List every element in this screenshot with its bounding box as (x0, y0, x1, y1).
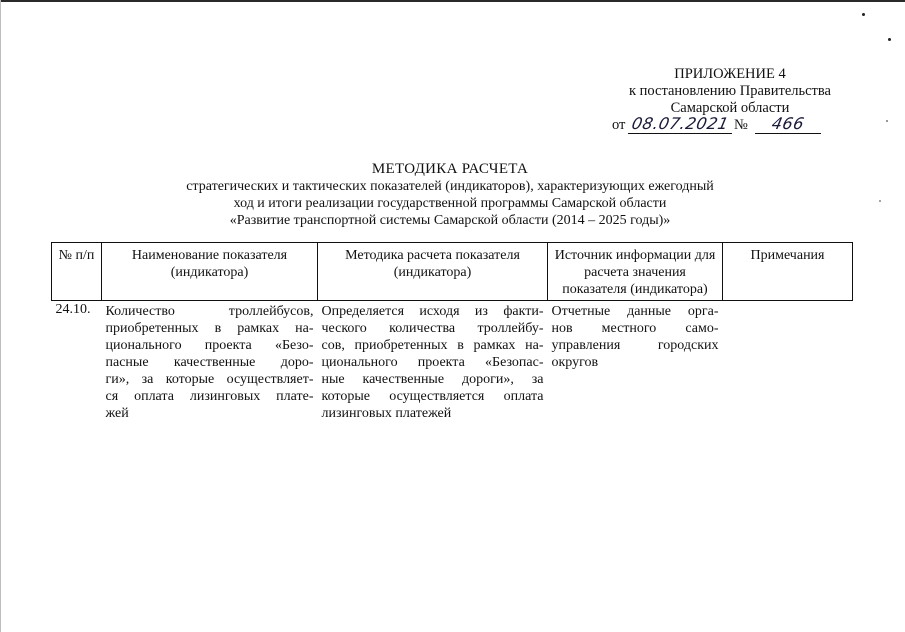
handwritten-number: 466 (769, 114, 807, 133)
indicator-name-line: Количество троллейбусов, (105, 304, 314, 319)
scan-speck (888, 38, 891, 41)
date-prefix: от (612, 117, 626, 133)
indicator-name-line: пасные качественные доро- (105, 355, 314, 370)
appendix-resolution-line: к постановлению Правительства (629, 83, 831, 99)
source-line: округов (551, 355, 599, 370)
method-line: ческого количества троллейбу- (321, 321, 544, 336)
notes-cell (723, 301, 853, 423)
document-subtitle-line: ход и итоги реализации государственной программы Самарской области (233, 196, 667, 211)
appendix-region-line: Самарской области (670, 100, 790, 116)
date-underline (628, 133, 732, 134)
number-prefix: № (734, 117, 748, 133)
method-line: Определяется исходя из факти- (321, 304, 544, 319)
method-line: ные качественные дороги», за (321, 372, 544, 387)
source-line: Отчетные данные орга- (551, 304, 719, 319)
indicator-name-line: ги», за которые осуществляет- (105, 372, 314, 387)
header-number: № п/п (52, 243, 102, 301)
indicator-name-line: ционального проекта «Безо- (105, 338, 314, 353)
appendix-title: ПРИЛОЖЕНИЕ 4 (674, 66, 786, 82)
scan-speck (879, 200, 881, 202)
scan-top-edge (0, 0, 905, 2)
number-underline (755, 133, 821, 134)
resolution-date-number (612, 114, 827, 136)
document-title: МЕТОДИКА РАСЧЕТА (371, 161, 529, 177)
scan-left-edge (0, 0, 1, 632)
source-line: нов местного само- (551, 321, 719, 336)
header-calculation-method: Методика расчета показателя (индикатора) (318, 243, 548, 301)
method-line: лизинговых платежей (321, 406, 452, 421)
row-number: 24.10. (55, 302, 91, 317)
header-information-source: Источник информации для расчета значения показателя (индикатора) (548, 243, 723, 301)
calculation-method-cell (318, 301, 548, 423)
information-source-cell (548, 301, 723, 423)
appendix-header (560, 66, 900, 117)
table-header-row (52, 243, 853, 301)
handwritten-date: 08.07.2021 (629, 114, 731, 133)
indicator-name-line: приобретенных в рамках на- (105, 321, 314, 336)
document-title-block (100, 160, 800, 229)
document-subtitle-line: «Развитие транспортной системы Самарской области (2014 – 2025 годы)» (229, 213, 671, 228)
header-notes: Примечания (723, 243, 853, 301)
table-row (52, 301, 853, 423)
header-indicator-name: Наименование показателя (индикатора) (102, 243, 318, 301)
method-line: сов, приобретенных в рамках на- (321, 338, 544, 353)
method-line: которые осуществляется оплата (321, 389, 544, 404)
indicator-name-line: жей (105, 406, 129, 421)
method-line: ционального проекта «Безопас- (321, 355, 544, 370)
scan-speck (862, 13, 865, 16)
document-subtitle-line: стратегических и тактических показателей (индикаторов), характеризующих ежегодный (186, 179, 714, 194)
methodology-table (51, 242, 853, 422)
indicator-name-cell (102, 301, 318, 423)
source-line: управления городских (551, 338, 719, 353)
scan-speck (886, 120, 888, 122)
indicator-name-line: ся оплата лизинговых плате- (105, 389, 314, 404)
